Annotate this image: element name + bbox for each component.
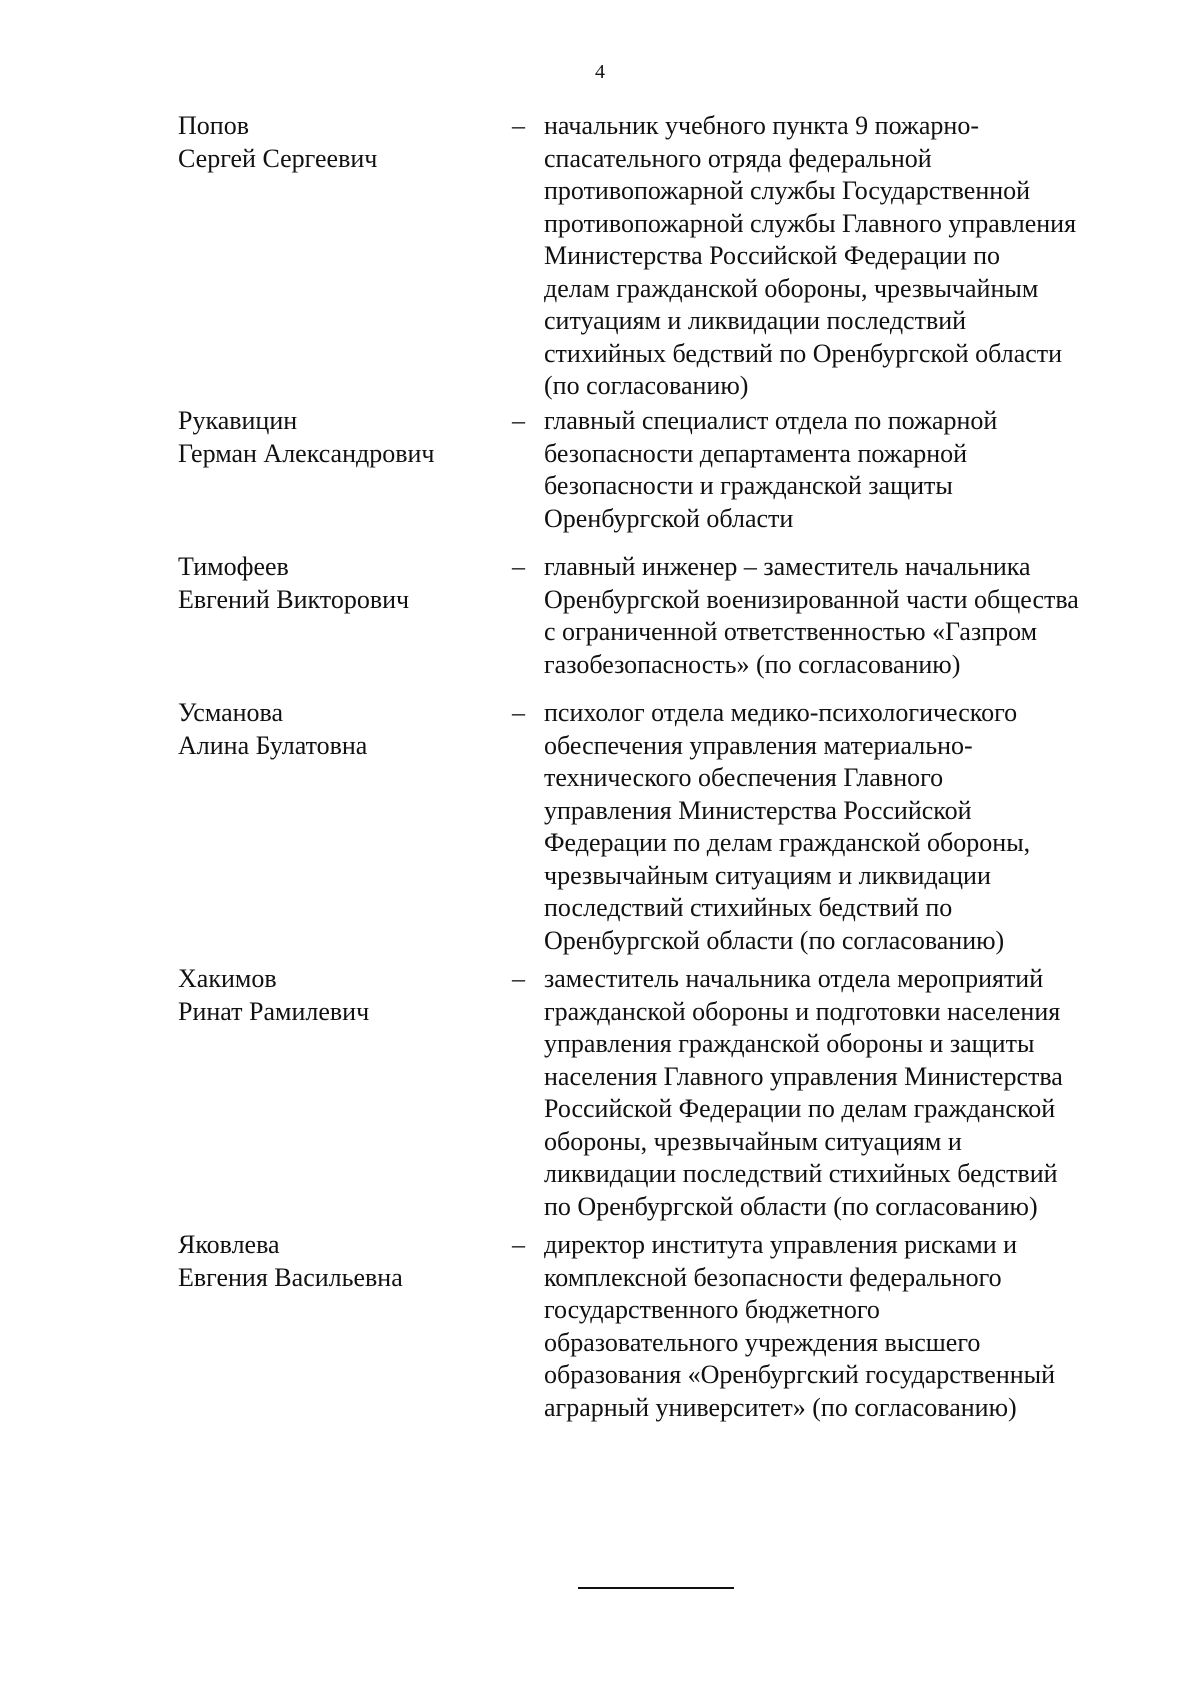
position-line: управления гражданской обороны и защиты (544, 1029, 1035, 1058)
member-position (544, 963, 1138, 1223)
position-line: образования «Оренбургский государственный (544, 1360, 1056, 1389)
position-line: спасательного отряда федеральной (544, 143, 932, 173)
position-line: Оренбургской области (544, 503, 794, 533)
member-given-name: Герман Александрович (178, 438, 435, 468)
position-line: последствий стихийных бедствий по (544, 893, 953, 922)
position-line: образовательного учреждения высшего (544, 1327, 981, 1357)
position-line: обеспечения управления материально- (544, 730, 973, 760)
dash-separator: – (512, 698, 525, 727)
position-line: газобезопасность» (по согласованию) (544, 649, 961, 679)
member-name (178, 110, 508, 175)
position-line: директор института управления рисками и (544, 1230, 1018, 1259)
position-line: Министерства Российской Федерации по (544, 241, 1001, 270)
member-given-name: Евгения Васильевна (178, 1262, 403, 1292)
position-line: Российской Федерации по делам гражданской (544, 1094, 1056, 1123)
position-line: противопожарной службы Главного управления (544, 208, 1077, 238)
position-line: главный специалист отдела по пожарной (544, 406, 998, 435)
position-line: безопасности департамента пожарной (544, 438, 968, 468)
member-given-name: Сергей Сергеевич (178, 143, 378, 173)
dash-separator: – (512, 964, 525, 993)
position-line: по Оренбургской области (по согласованию) (544, 1191, 1038, 1221)
member-name (178, 697, 508, 762)
position-line: населения Главного управления Министерства (544, 1061, 1063, 1091)
position-line: ликвидации последствий стихийных бедствий (544, 1159, 1058, 1188)
dash-separator: – (512, 552, 525, 581)
position-line: технического обеспечения Главного (544, 763, 944, 792)
member-surname: Тимофеев (178, 552, 289, 581)
member-surname: Усманова (178, 698, 284, 727)
member-name (178, 963, 508, 1028)
position-line: безопасности и гражданской защиты (544, 471, 953, 500)
position-line: психолог отдела медико-психологического (544, 698, 1018, 727)
member-given-name: Ринат Рамилевич (178, 996, 370, 1026)
position-line: чрезвычайным ситуациям и ликвидации (544, 860, 991, 890)
member-position (544, 405, 1138, 535)
page-number: 4 (595, 61, 605, 83)
position-line: заместитель начальника отдела мероприятий (544, 964, 1044, 993)
member-given-name: Евгений Викторович (178, 584, 410, 614)
dash-separator: – (512, 406, 525, 435)
position-line: Оренбургской области (по согласованию) (544, 925, 1005, 955)
member-position (544, 110, 1138, 403)
member-name (178, 405, 508, 470)
position-line: с ограниченной ответственностью «Газпром (544, 617, 1038, 646)
position-line: комплексной безопасности федерального (544, 1262, 1002, 1292)
member-given-name: Алина Булатовна (178, 730, 368, 760)
member-surname: Яковлева (178, 1230, 280, 1259)
member-name (178, 1229, 508, 1294)
member-position (544, 1229, 1138, 1424)
position-line: обороны, чрезвычайным ситуациям и (544, 1126, 962, 1156)
member-surname: Рукавицин (178, 406, 298, 435)
member-surname: Хакимов (178, 964, 277, 993)
position-line: аграрный университет» (по согласованию) (544, 1392, 1017, 1422)
position-line: противопожарной службы Государственной (544, 176, 1031, 205)
member-position (544, 551, 1138, 681)
position-line: (по согласованию) (544, 371, 749, 400)
position-line: стихийных бедствий по Оренбургской области (544, 338, 1063, 368)
member-position (544, 697, 1138, 957)
position-line: начальник учебного пункта 9 пожарно- (544, 111, 980, 140)
position-line: Федерации по делам гражданской обороны, (544, 828, 1031, 857)
position-line: государственного бюджетного (544, 1295, 880, 1324)
dash-separator: – (512, 111, 525, 140)
position-line: управления Министерства Российской (544, 795, 972, 825)
position-line: главный инженер – заместитель начальника (544, 552, 1031, 581)
member-surname: Попов (178, 111, 249, 140)
end-of-list-divider (578, 1587, 734, 1589)
position-line: Оренбургской военизированной части общества (544, 584, 1079, 614)
position-line: ситуациям и ликвидации последствий (544, 306, 967, 335)
member-name (178, 551, 508, 616)
position-line: делам гражданской обороны, чрезвычайным (544, 273, 1039, 303)
position-line: гражданской обороны и подготовки населения (544, 996, 1061, 1026)
dash-separator: – (512, 1230, 525, 1259)
